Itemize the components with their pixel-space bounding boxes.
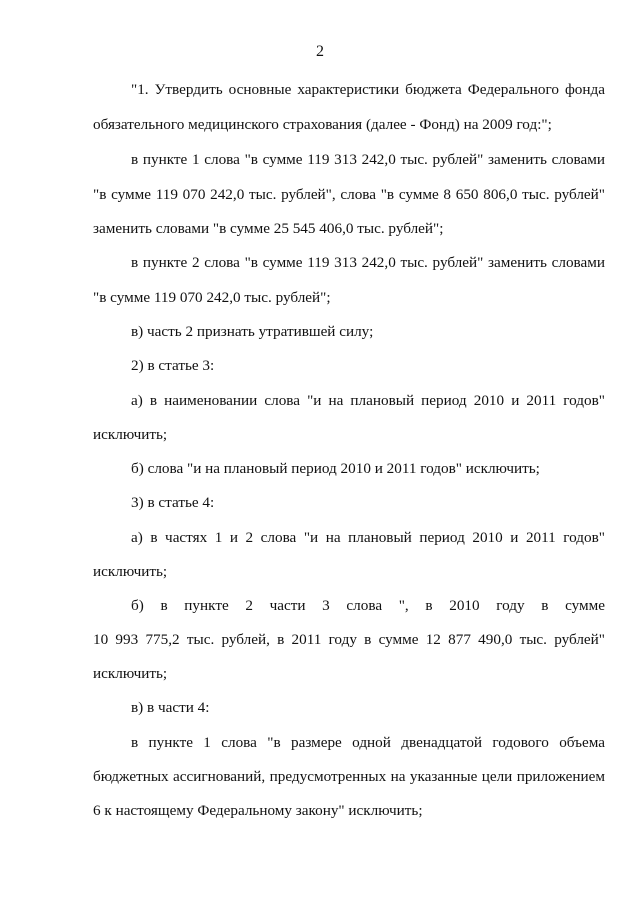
text-line: заменить словами "в сумме 25 545 406,0 тыс. рублей"; [93, 220, 444, 237]
text-line: исключить; [93, 665, 168, 682]
text-line: б) в пункте 2 части 3 слова ", в 2010 году в сумме [131, 597, 605, 614]
text-line: "в сумме 119 070 242,0 тыс. рублей", слова "в сумме 8 650 806,0 тыс. рублей" [93, 186, 605, 203]
page-number: 2 [316, 43, 324, 60]
text-line: в пункте 1 слова "в размере одной двенадцатой годового объема [131, 734, 605, 751]
text-line: б) слова "и на плановый период 2010 и 2011 годов" исключить; [131, 460, 540, 477]
text-line: в) в части 4: [131, 699, 210, 716]
text-line: 2) в статье 3: [131, 357, 215, 374]
text-line: исключить; [93, 426, 168, 443]
text-line: а) в наименовании слова "и на плановый период 2010 и 2011 годов" [131, 392, 605, 409]
text-line: в пункте 2 слова "в сумме 119 313 242,0 тыс. рублей" заменить словами [131, 254, 605, 271]
text-line: а) в частях 1 и 2 слова "и на плановый период 2010 и 2011 годов" [131, 529, 605, 546]
text-line: в пункте 1 слова "в сумме 119 313 242,0 тыс. рублей" заменить словами [131, 151, 605, 168]
text-line: "в сумме 119 070 242,0 тыс. рублей"; [93, 289, 331, 306]
text-line: "1. Утвердить основные характеристики бюджета Федерального фонда [131, 81, 605, 98]
text-line: обязательного медицинского страхования (далее - Фонд) на 2009 год:"; [93, 116, 552, 133]
text-line: в) часть 2 признать утратившей силу; [131, 323, 374, 340]
text-line: исключить; [93, 563, 168, 580]
text-line: 3) в статье 4: [131, 494, 215, 511]
text-line: 6 к настоящему Федеральному закону" исключить; [93, 802, 423, 819]
text-line: бюджетных ассигнований, предусмотренных на указанные цели приложением [93, 768, 605, 785]
text-line: 10 993 775,2 тыс. рублей, в 2011 году в сумме 12 877 490,0 тыс. рублей" [93, 631, 605, 648]
